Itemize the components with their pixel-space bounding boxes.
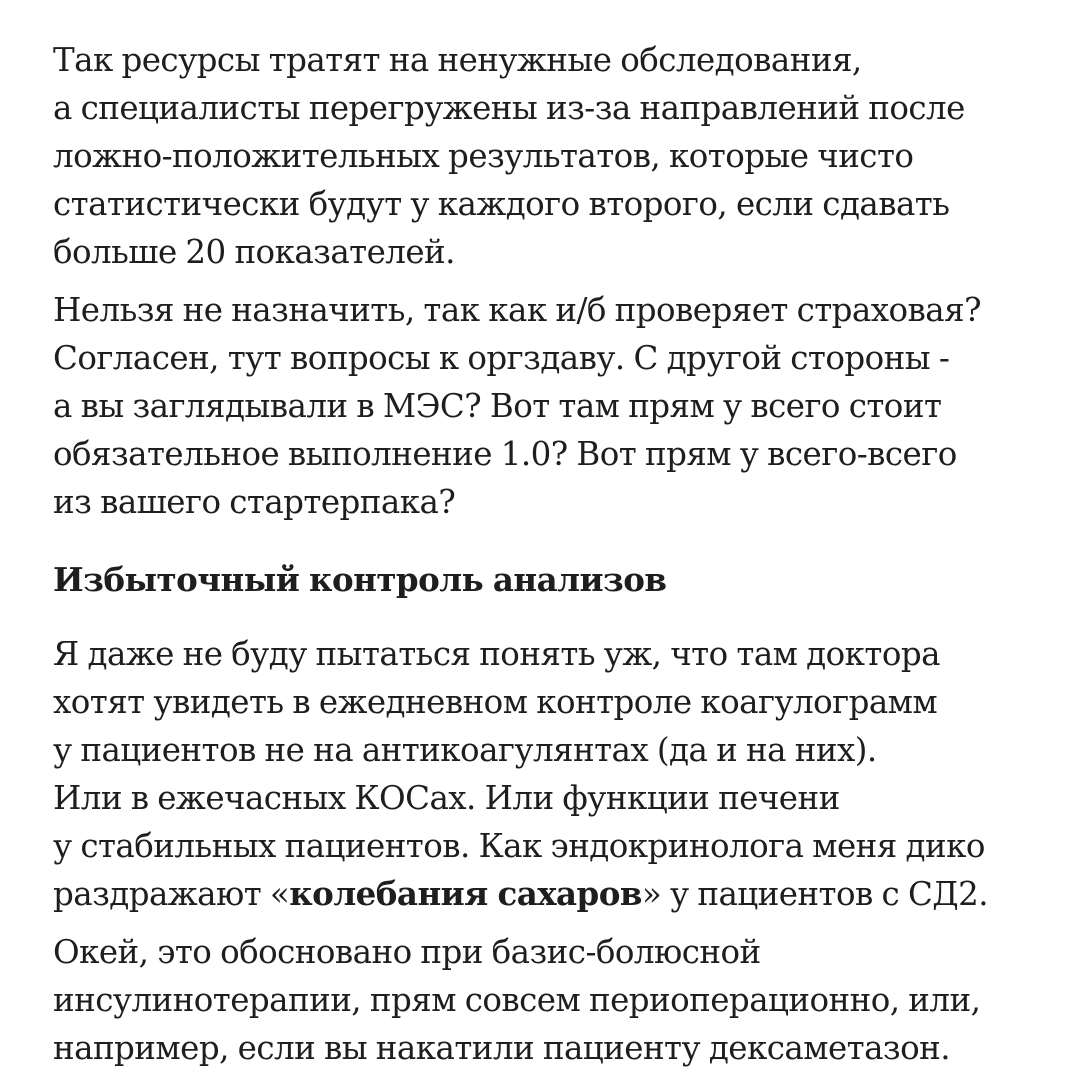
text-line: Окей, это обосновано при базис-болюсной	[53, 933, 761, 971]
text-line: Так ресурсы тратят на ненужные обследования,	[53, 41, 862, 79]
text-line: а вы заглядывали в МЭС? Вот там прям у всего стоит	[53, 387, 942, 425]
text-line: Согласен, тут вопросы к оргздаву. С другой стороны -	[53, 339, 950, 377]
text-line: обязательное выполнение 1.0? Вот прям у всего-всего	[53, 435, 957, 473]
text-line: ложно-положительных результатов, которые чисто	[53, 137, 914, 175]
text-line-with-emphasis	[53, 870, 1063, 918]
text-line: Я даже не буду пытаться понять уж, что там доктора	[53, 635, 940, 673]
text-line: из вашего стартерпака?	[53, 483, 456, 521]
text-line: например, если вы накатили пациенту дексаметазон.	[53, 1029, 950, 1067]
text-line: инсулинотерапии, прям совсем периоперационно, или,	[53, 981, 981, 1019]
text-line: а специалисты перегружены из-за направлений после	[53, 89, 965, 127]
emphasized-phrase: колебания сахаров	[289, 874, 642, 913]
text-run: » у пациентов с СД2.	[641, 875, 989, 913]
text-line: хотят увидеть в ежедневном контроле коагулограмм	[53, 683, 938, 721]
paragraph-insurance	[53, 286, 1063, 526]
paragraph-justification	[53, 928, 1063, 1072]
text-line: Или в ежечасных КОСах. Или функции печени	[53, 779, 840, 817]
text-line: у стабильных пациентов. Как эндокринолога меня дико	[53, 827, 985, 865]
section-heading: Избыточный контроль анализов	[53, 560, 667, 599]
paragraph-excessive-control	[53, 630, 1063, 918]
text-line: больше 20 показателей.	[53, 233, 455, 271]
paragraph-resources	[53, 36, 1063, 276]
text-run: раздражают «	[53, 875, 290, 913]
text-line: статистически будут у каждого второго, если сдавать	[53, 185, 950, 223]
text-line: у пациентов не на антикоагулянтах (да и на них).	[53, 731, 877, 769]
text-line: Нельзя не назначить, так как и/б проверяет страховая?	[53, 291, 981, 329]
article-body	[53, 36, 1063, 1082]
